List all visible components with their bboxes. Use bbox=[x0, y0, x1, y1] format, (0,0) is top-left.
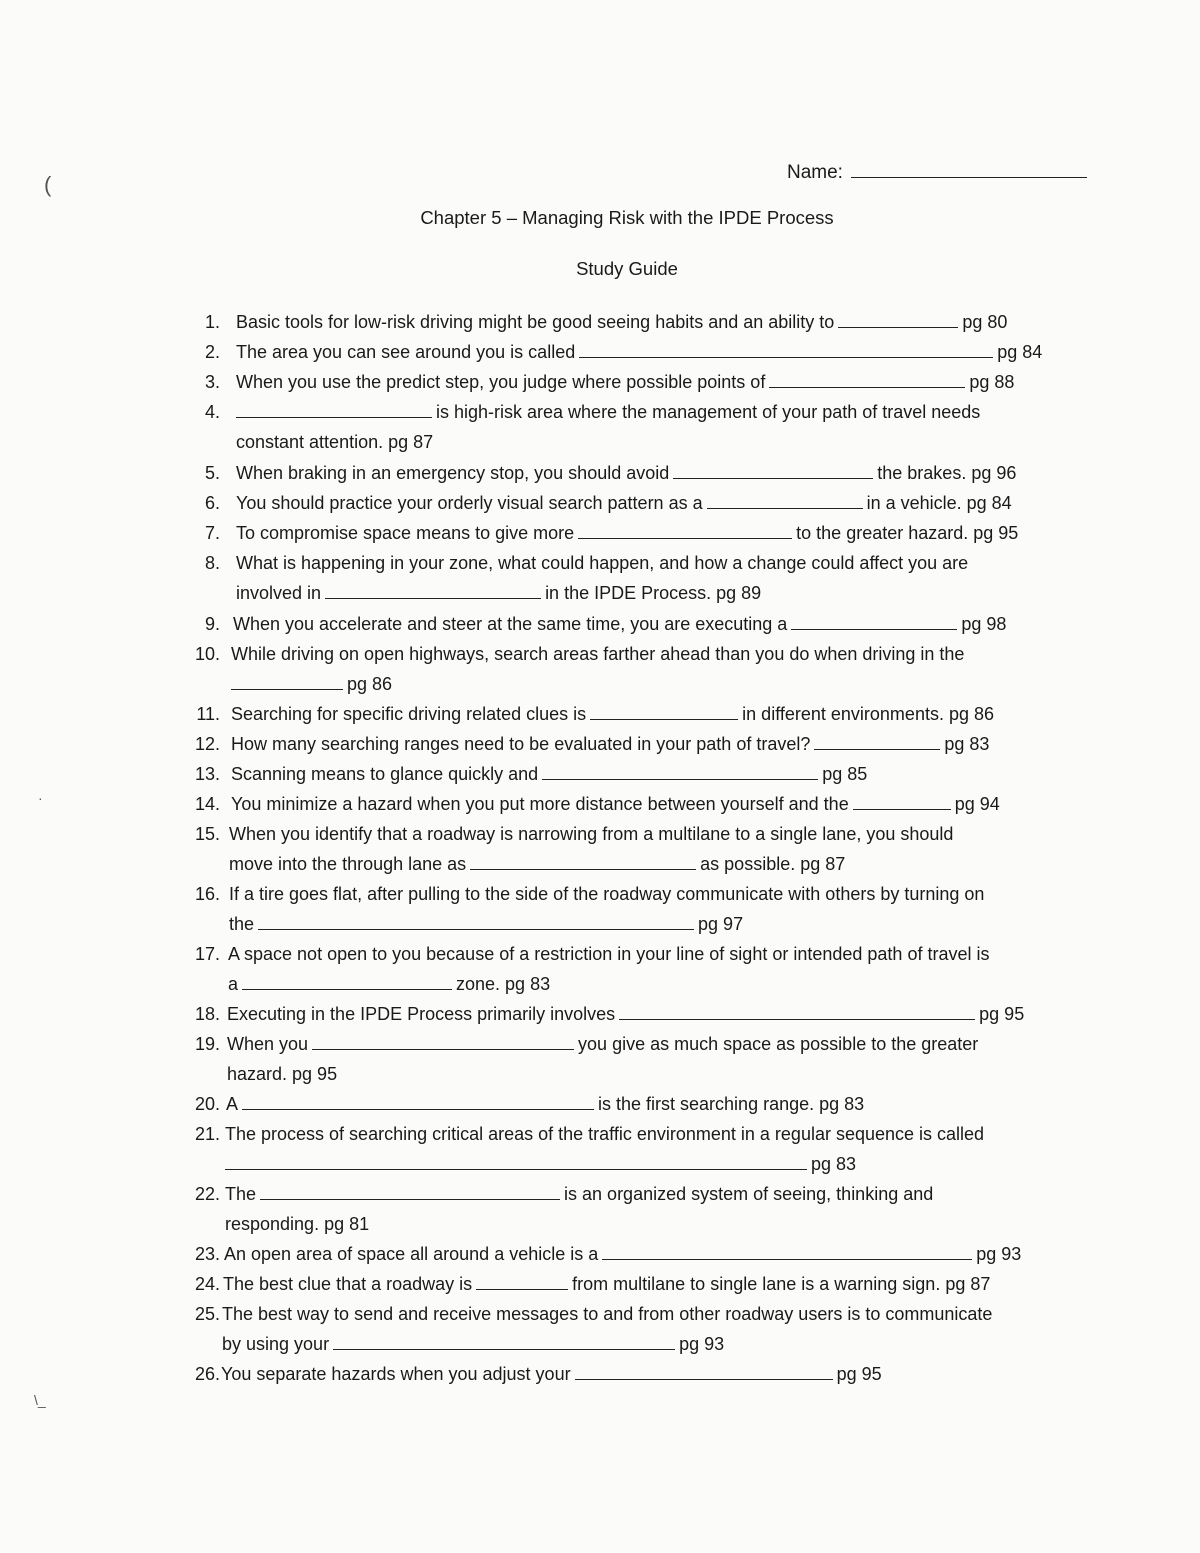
answer-blank[interactable] bbox=[769, 369, 965, 388]
question-number: 4. bbox=[204, 402, 220, 422]
question-text: Executing in the IPDE Process primarily involves bbox=[227, 1004, 616, 1024]
page-title: Chapter 5 – Managing Risk with the IPDE Process bbox=[420, 207, 834, 228]
question-number: 9. bbox=[204, 614, 220, 634]
question-text: The bbox=[225, 1184, 257, 1204]
answer-blank[interactable] bbox=[578, 520, 792, 539]
question-text-end: to the greater hazard. pg 95 bbox=[796, 523, 1019, 543]
question-text: is high-risk area where the management of your path of travel needs bbox=[436, 402, 981, 422]
question-number: 21. bbox=[194, 1124, 220, 1144]
page-ref: pg 86 bbox=[347, 674, 393, 694]
question-number: 2. bbox=[204, 342, 220, 362]
question-number: 12. bbox=[194, 734, 220, 754]
question-number: 15. bbox=[194, 824, 220, 844]
question-text-continued: the bbox=[229, 914, 255, 934]
question-text: When braking in an emergency stop, you should avoid bbox=[236, 463, 670, 483]
answer-blank[interactable] bbox=[590, 701, 738, 720]
answer-blank[interactable] bbox=[312, 1031, 574, 1050]
question-text: Scanning means to glance quickly and bbox=[231, 764, 539, 784]
question-number: 10. bbox=[194, 644, 220, 664]
answer-blank[interactable] bbox=[325, 580, 541, 599]
page-ref: pg 95 bbox=[836, 1364, 882, 1384]
page-ref: pg 93 bbox=[976, 1244, 1022, 1264]
answer-blank[interactable] bbox=[575, 1361, 833, 1380]
question-text-continued: hazard. pg 95 bbox=[227, 1064, 338, 1084]
answer-blank[interactable] bbox=[231, 671, 343, 690]
question-text-end: the brakes. pg 96 bbox=[877, 463, 1017, 483]
question-text-end: zone. pg 83 bbox=[456, 974, 551, 994]
name-blank[interactable] bbox=[851, 157, 1087, 178]
question-text-continued: move into the through lane as bbox=[229, 854, 467, 874]
question-text: The area you can see around you is called bbox=[236, 342, 576, 362]
page-ref: pg 84 bbox=[997, 342, 1043, 362]
question-text-continued: involved in bbox=[236, 583, 322, 603]
question-text: What is happening in your zone, what could happen, and how a change could affect you are bbox=[236, 553, 969, 573]
question-text: When you identify that a roadway is narrowing from a multilane to a single lane, you should bbox=[229, 824, 954, 844]
question-text: The best way to send and receive messages to and from other roadway users is to communicate bbox=[222, 1304, 993, 1324]
page-subtitle: Study Guide bbox=[576, 258, 678, 279]
question-text-continued: a bbox=[228, 974, 239, 994]
question-text-continued: by using your bbox=[222, 1334, 330, 1354]
scan-mark: ( bbox=[44, 172, 52, 197]
question-number: 3. bbox=[204, 372, 220, 392]
answer-blank[interactable] bbox=[619, 1001, 975, 1020]
question-text: When you bbox=[227, 1034, 309, 1054]
answer-blank[interactable] bbox=[258, 911, 694, 930]
question-text-continued: responding. pg 81 bbox=[225, 1214, 370, 1234]
answer-blank[interactable] bbox=[242, 971, 452, 990]
question-text: The best clue that a roadway is bbox=[223, 1274, 473, 1294]
question-number: 16. bbox=[194, 884, 220, 904]
question-number: 17. bbox=[194, 944, 220, 964]
scan-mark: · bbox=[38, 790, 43, 806]
answer-blank[interactable] bbox=[707, 490, 863, 509]
question-text-continued: constant attention. pg 87 bbox=[236, 432, 434, 452]
scan-mark: \_ bbox=[34, 1392, 46, 1408]
question-number: 8. bbox=[204, 553, 220, 573]
page-ref: pg 80 bbox=[962, 312, 1008, 332]
question-number: 22. bbox=[194, 1184, 220, 1204]
question-text: An open area of space all around a vehicle is a bbox=[224, 1244, 599, 1264]
question-text-end: in the IPDE Process. pg 89 bbox=[545, 583, 762, 603]
answer-blank[interactable] bbox=[225, 1151, 807, 1170]
question-text: You separate hazards when you adjust your bbox=[221, 1364, 571, 1384]
answer-blank[interactable] bbox=[853, 791, 951, 810]
answer-blank[interactable] bbox=[542, 761, 818, 780]
question-text: Searching for specific driving related clues is bbox=[231, 704, 587, 724]
answer-blank[interactable] bbox=[333, 1331, 675, 1350]
answer-blank[interactable] bbox=[236, 399, 432, 418]
page-ref: pg 94 bbox=[954, 794, 1000, 814]
question-text: A space not open to you because of a restriction in your line of sight or intended path of travel is bbox=[228, 944, 990, 964]
question-number: 20. bbox=[194, 1094, 220, 1114]
question-text: You should practice your orderly visual search pattern as a bbox=[236, 493, 703, 513]
page-ref: pg 93 bbox=[679, 1334, 725, 1354]
question-number: 13. bbox=[194, 764, 220, 784]
answer-blank[interactable] bbox=[242, 1091, 594, 1110]
page-ref: pg 83 bbox=[811, 1154, 857, 1174]
answer-blank[interactable] bbox=[673, 460, 873, 479]
question-number: 24. bbox=[194, 1274, 220, 1294]
question-number: 18. bbox=[194, 1004, 220, 1024]
page-ref: pg 85 bbox=[822, 764, 868, 784]
question-number: 7. bbox=[204, 523, 220, 543]
answer-blank[interactable] bbox=[602, 1241, 972, 1260]
answer-blank[interactable] bbox=[791, 611, 957, 630]
answer-blank[interactable] bbox=[470, 851, 696, 870]
answer-blank[interactable] bbox=[579, 339, 993, 358]
question-text: You minimize a hazard when you put more distance between yourself and the bbox=[231, 794, 849, 814]
question-text: Basic tools for low-risk driving might be good seeing habits and an ability to bbox=[236, 312, 835, 332]
question-number: 14. bbox=[194, 794, 220, 814]
name-label: Name: bbox=[787, 162, 843, 183]
question-number: 11. bbox=[196, 704, 220, 724]
question-number: 23. bbox=[194, 1244, 220, 1264]
page-ref: pg 98 bbox=[961, 614, 1007, 634]
question-text-end: from multilane to single lane is a warning sign. pg 87 bbox=[572, 1274, 991, 1294]
question-text: When you use the predict step, you judge where possible points of bbox=[236, 372, 766, 392]
question-number: 26. bbox=[194, 1364, 220, 1384]
question-text: A bbox=[226, 1094, 239, 1114]
question-text-end: you give as much space as possible to the greater bbox=[578, 1034, 979, 1054]
question-text: If a tire goes flat, after pulling to the side of the roadway communicate with others by turning on bbox=[229, 884, 985, 904]
question-number: 6. bbox=[204, 493, 220, 513]
page-ref: pg 95 bbox=[979, 1004, 1025, 1024]
question-text: How many searching ranges need to be evaluated in your path of travel? bbox=[231, 734, 811, 754]
question-text-end: is an organized system of seeing, thinking and bbox=[564, 1184, 934, 1204]
question-text-end: as possible. pg 87 bbox=[700, 854, 846, 874]
question-text-end: in a vehicle. pg 84 bbox=[866, 493, 1012, 513]
question-text-end: in different environments. pg 86 bbox=[742, 704, 994, 724]
question-number: 1. bbox=[204, 312, 220, 332]
answer-blank[interactable] bbox=[260, 1181, 560, 1200]
answer-blank[interactable] bbox=[814, 731, 940, 750]
question-text: When you accelerate and steer at the same time, you are executing a bbox=[233, 614, 788, 634]
name-field bbox=[787, 157, 1087, 184]
question-text: While driving on open highways, search areas farther ahead than you do when driving in the bbox=[231, 644, 965, 664]
question-text: To compromise space means to give more bbox=[236, 523, 575, 543]
page-ref: pg 97 bbox=[698, 914, 744, 934]
question-number: 19. bbox=[194, 1034, 220, 1054]
question-text: The process of searching critical areas of the traffic environment in a regular sequence is called bbox=[225, 1124, 985, 1144]
question-text-end: is the first searching range. pg 83 bbox=[598, 1094, 865, 1114]
answer-blank[interactable] bbox=[476, 1271, 568, 1290]
answer-blank[interactable] bbox=[838, 309, 958, 328]
page-ref: pg 88 bbox=[969, 372, 1015, 392]
question-number: 25. bbox=[194, 1304, 220, 1324]
page-ref: pg 83 bbox=[944, 734, 990, 754]
question-number: 5. bbox=[204, 463, 220, 483]
